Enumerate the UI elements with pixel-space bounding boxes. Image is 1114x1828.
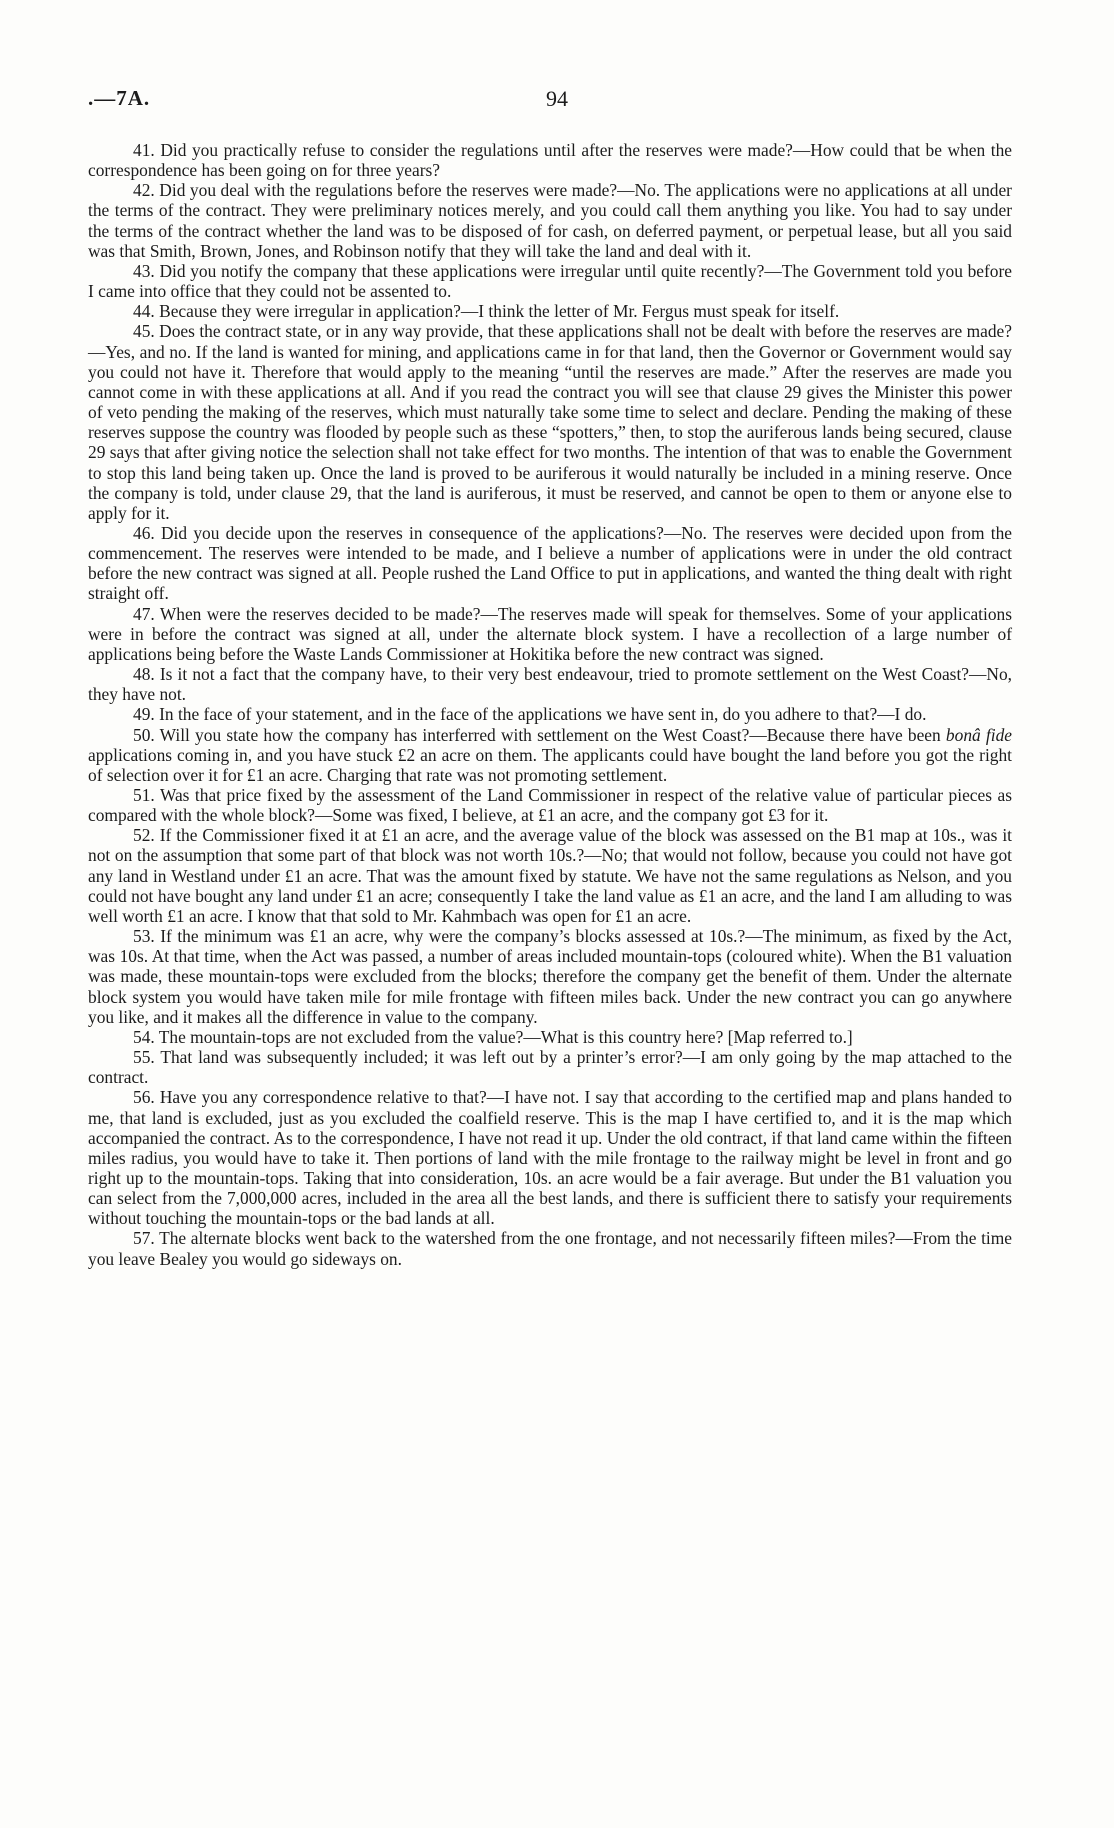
paragraph-text: Does the contract state, or in any way provide, that these applications shall not be dealt with before the reserves are made?—Yes, and no. If the land is wanted for mining, and applications came in for that land, then the Governor or Government would say you could not have it. Therefore that would apply to the meaning “until the reserves are made.” After the reserves are made you cannot come in with these applications at all. And if you read the contract you will see that clause 29 gives the Minister this power of veto pending the making of the reserves, which must naturally take some time to select and declare. Pending the making of these reserves suppose the country was flooded by people such as these “spotters,” then, to stop the auriferous lands being secured, clause 29 says that after giving notice the selection shall not take effect for two months. The intention of that was to enable the Government to stop this land being taken up. Once the land is proved to be auriferous it would naturally be included in a mining reserve. Once the company is told, under clause 29, that the land is auriferous, it must be reserved, and cannot be open to them or anyone else to apply for it. (88, 321, 1012, 523)
paragraph-text-continued: applications coming in, and you have stuck £2 an acre on them. The applicants could have bought the land before you got the right of selection over it for £1 an acre. Charging that rate was not promoting settlement. (88, 744, 1012, 785)
question-number: 50. (133, 724, 155, 745)
paragraph-text: Did you decide upon the reserves in consequence of the applications?—No. The reserves were decided upon from the commencement. The reserves were intended to be made, and I believe a number of applications were in under the old contract before the new contract was signed at all. People rushed the Land Office to put in applications, and wanted the thing dealt with right straight off. (88, 522, 1012, 604)
paragraph-text: Did you practically refuse to consider the regulations until after the reserves were made?—How could that be when the correspondence has been going on for three years? (88, 140, 1012, 181)
paragraph-text: If the Commissioner fixed it at £1 an acre, and the average value of the block was assessed on the B1 map at 10s., was it not on the assumption that some part of that block was not worth 10s.?—No; that would not follow, because you could not have got any land in Westland under £1 an acre. That was the amount fixed by statute. We have not the same regulations as Nelson, and you could not have bought any land under £1 an acre; consequently I take the land value as £1 an acre, and the land I am alluding to was well worth £1 an acre. I know that that sold to Mr. Kahmbach was open for £1 an acre. (88, 825, 1012, 926)
question-number: 45. (133, 321, 155, 342)
question-number: 52. (133, 825, 155, 846)
question-answer-paragraph (88, 785, 1012, 825)
question-answer-paragraph (88, 180, 1012, 261)
paragraph-text: Because they were irregular in application?—I think the letter of Mr. Fergus must speak for itself. (159, 301, 840, 322)
page-header (88, 86, 1026, 116)
question-number: 49. (133, 704, 155, 725)
paragraph-text: Will you state how the company has interferred with settlement on the West Coast?—Because there have been (159, 724, 946, 745)
document-body (88, 140, 1012, 1269)
page-number: 94 (546, 86, 568, 111)
paragraph-text: Was that price fixed by the assessment of the Land Commissioner in respect of the relative value of particular pieces as compared with the whole block?—Some was fixed, I believe, at £1 an acre, and the company got £3 for it. (88, 785, 1012, 826)
question-answer-paragraph (88, 1027, 1012, 1047)
question-number: 47. (133, 603, 155, 624)
paragraph-text: The mountain-tops are not excluded from the value?—What is this country here? [Map referred to.] (158, 1026, 853, 1047)
question-number: 54. (133, 1026, 155, 1047)
question-answer-paragraph (88, 1087, 1012, 1228)
question-answer-paragraph (88, 604, 1012, 664)
question-answer-paragraph (88, 825, 1012, 926)
question-answer-paragraph (88, 1228, 1012, 1268)
question-number: 43. (133, 260, 155, 281)
paragraph-text: That land was subsequently included; it was left out by a printer’s error?—I am only going by the map attached to the contract. (88, 1047, 1012, 1088)
question-answer-paragraph (88, 664, 1012, 704)
paragraph-text: Is it not a fact that the company have, to their very best endeavour, tried to promote settlement on the West Coast?—No, they have not. (88, 664, 1012, 705)
paragraph-text: The alternate blocks went back to the watershed from the one frontage, and not necessarily fifteen miles?—From the time you leave Bealey you would go sideways on. (88, 1228, 1012, 1269)
question-answer-paragraph (88, 926, 1012, 1027)
question-answer-paragraph (88, 140, 1012, 180)
italic-phrase: bonâ fide (945, 724, 1012, 745)
question-answer-paragraph (88, 523, 1012, 604)
question-number: 55. (133, 1047, 155, 1068)
question-number: 57. (133, 1228, 155, 1249)
question-number: 48. (133, 664, 155, 685)
question-number: 44. (133, 301, 155, 322)
question-answer-paragraph (88, 1047, 1012, 1087)
question-answer-paragraph (88, 301, 1012, 321)
question-number: 53. (133, 926, 155, 947)
paragraph-text: Did you deal with the regulations before the reserves were made?—No. The applications were no applications at all under the terms of the contract. They were preliminary notices merely, and you could call them anything you like. You had to say under the terms of the contract whether the land was to be disposed of for cash, on deferred payment, or perpetual lease, but all you said was that Smith, Brown, Jones, and Robinson notify that they will take the land and deal with it. (88, 180, 1012, 261)
paper-reference: .—7A. (88, 86, 151, 110)
question-number: 46. (133, 522, 155, 543)
paragraph-text: Did you notify the company that these applications were irregular until quite recently?—The Government told you before I came into office that they could not be assented to. (88, 260, 1012, 302)
question-number: 56. (133, 1087, 155, 1108)
paragraph-text: In the face of your statement, and in the face of the applications we have sent in, do you adhere to that?—I do. (159, 704, 927, 725)
question-answer-paragraph (88, 321, 1012, 523)
question-answer-paragraph (88, 725, 1012, 785)
question-answer-paragraph (88, 704, 1012, 724)
question-number: 41. (133, 140, 155, 160)
question-number: 51. (133, 785, 155, 805)
paragraph-text: When were the reserves decided to be made?—The reserves made will speak for themselves. Some of your applications were in before the contract was signed at all, under the alternate block system. I have a recollection of a large number of applications being before the Waste Lands Commissioner at Hokitika before the new contract was signed. (88, 603, 1012, 664)
question-answer-paragraph (88, 261, 1012, 301)
paragraph-text: Have you any correspondence relative to that?—I have not. I say that according to the certified map and plans handed to me, that land is excluded, just as you excluded the coalfield reserve. This is the map I have certified to, and it is the map which accompanied the contract. As to the correspondence, I have not read it up. Under the old contract, if that land came within the fifteen miles radius, you would have to take it. Then portions of land with the mile frontage to the railway might be level in front and go right up to the mountain-tops. Taking that into consideration, 10s. an acre would be a fair average. But under the B1 valuation you can select from the 7,000,000 acres, included in the area all the best lands, and there is sufficient there to satisfy your requirements without touching the mountain-tops or the bad lands at all. (88, 1087, 1012, 1229)
question-number: 42. (133, 180, 155, 201)
paragraph-text: If the minimum was £1 an acre, why were the company’s blocks assessed at 10s.?—The minimum, as fixed by the Act, was 10s. At that time, when the Act was passed, a number of areas included mountain-tops (coloured white). When the B1 valuation was made, these mountain-tops were excluded from the blocks; therefore the company get the benefit of them. Under the alternate block system you would have taken mile for mile frontage with fifteen miles back. Under the new contract you can go anywhere you like, and it makes all the difference in value to the company. (88, 926, 1012, 1027)
